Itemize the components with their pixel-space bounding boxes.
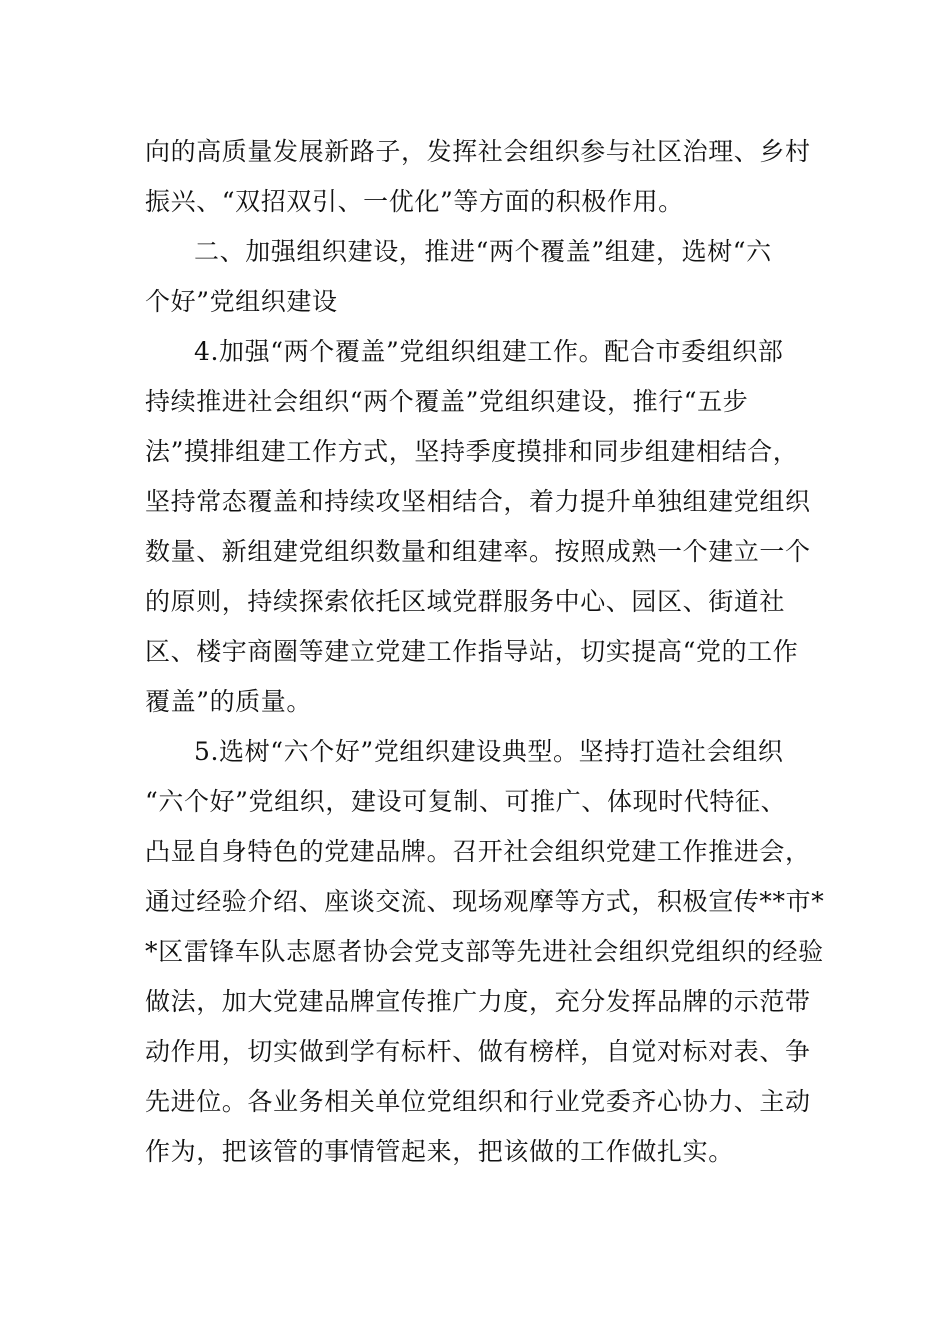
section-heading: 二、加强组织建设，推进“两个覆盖”组建，选树“六 (194, 237, 772, 266)
text-line: 振兴、“双招双引、一优化”等方面的积极作用。 (145, 187, 684, 216)
item-heading: 5.选树“六个好”党组织建设典型。坚持打造社会组织 (194, 737, 784, 766)
text-line: 动作用，切实做到学有标杆、做有榜样，自觉对标对表、争 (145, 1037, 811, 1066)
text-line: 通过经验介绍、座谈交流、现场观摩等方式，积极宣传**市* (145, 887, 825, 916)
text-line: 向的高质量发展新路子，发挥社会组织参与社区治理、乡村 (145, 137, 811, 166)
text-line: *区雷锋车队志愿者协会党支部等先进社会组织党组织的经验 (145, 937, 824, 966)
section-heading: 个好”党组织建设 (145, 287, 338, 316)
text-line: 区、楼宇商圈等建立党建工作指导站，切实提高“党的工作 (145, 637, 799, 666)
text-line: 先进位。各业务相关单位党组织和行业党委齐心协力、主动 (145, 1087, 811, 1116)
text-line: 坚持常态覆盖和持续攻坚相结合，着力提升单独组建党组织 (145, 487, 811, 516)
text-line: 数量、新组建党组织数量和组建率。按照成熟一个建立一个 (145, 537, 811, 566)
text-line: 做法，加大党建品牌宣传推广力度，充分发挥品牌的示范带 (145, 987, 811, 1016)
text-line: 持续推进社会组织“两个覆盖”党组织建设，推行“五步 (145, 387, 749, 416)
text-line: “六个好”党组织，建设可复制、可推广、体现时代特征、 (145, 787, 787, 816)
text-line: 的原则，持续探索依托区域党群服务中心、园区、街道社 (145, 587, 786, 616)
text-line: 覆盖”的质量。 (145, 687, 312, 716)
text-line: 凸显自身特色的党建品牌。召开社会组织党建工作推进会， (145, 837, 811, 866)
text-line: 法”摸排组建工作方式，坚持季度摸排和同步组建相结合， (145, 437, 799, 466)
text-line: 作为，把该管的事情管起来，把该做的工作做扎实。 (145, 1137, 734, 1166)
item-heading: 4.加强“两个覆盖”党组织组建工作。配合市委组织部 (194, 337, 784, 366)
